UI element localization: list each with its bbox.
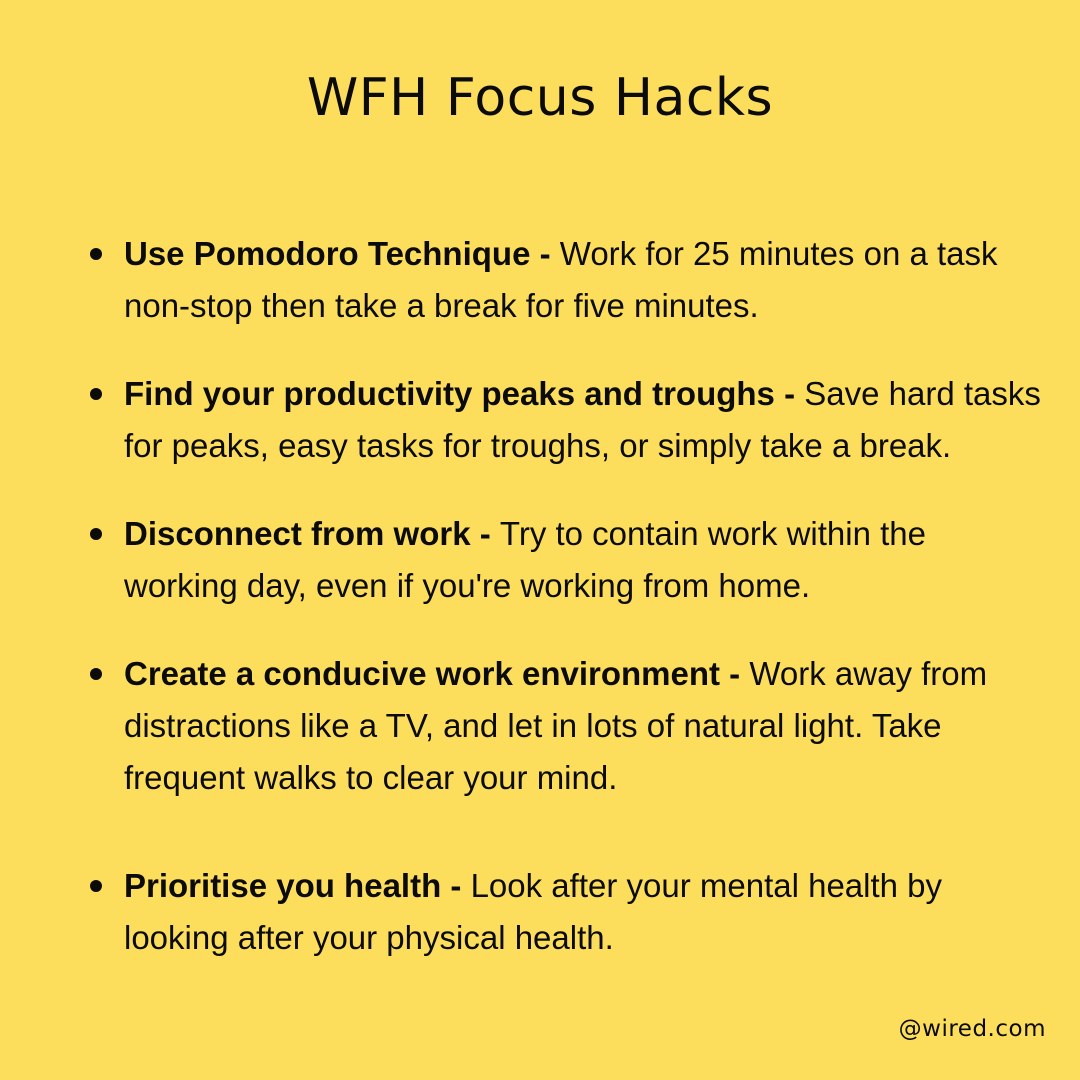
- tip-pomodoro: [88, 228, 1048, 332]
- tip-title: Find your productivity peaks and troughs -: [124, 375, 805, 412]
- page-title: WFH Focus Hacks: [306, 68, 774, 128]
- tip-health: [88, 860, 1048, 964]
- tip-productivity-peaks: [88, 368, 1048, 472]
- tip-title: Use Pomodoro Technique -: [124, 235, 560, 272]
- tip-body: Work away from distractions like a TV, and let in lots of natural light. Take frequent walks to clear your mind.: [124, 655, 988, 796]
- tip-body: Look after your mental health by looking after your physical health.: [124, 867, 943, 956]
- bullet-icon: [90, 880, 102, 892]
- tip-disconnect: [88, 508, 1048, 612]
- tip-body: Work for 25 minutes on a task non-stop then take a break for five minutes.: [124, 235, 998, 324]
- tip-title: Disconnect from work -: [124, 515, 500, 552]
- tip-body: Save hard tasks for peaks, easy tasks for troughs, or simply take a break.: [124, 375, 1041, 464]
- source-credit: @wired.com: [898, 1016, 1046, 1042]
- bullet-icon: [90, 388, 102, 400]
- bullet-icon: [90, 668, 102, 680]
- tips-list: [88, 228, 1048, 964]
- tip-work-environment: [88, 648, 1048, 804]
- tip-body: Try to contain work within the working day, even if you're working from home.: [124, 515, 927, 604]
- tip-title: Create a conducive work environment -: [124, 655, 750, 692]
- tip-title: Prioritise you health -: [124, 867, 471, 904]
- bullet-icon: [90, 528, 102, 540]
- bullet-icon: [90, 248, 102, 260]
